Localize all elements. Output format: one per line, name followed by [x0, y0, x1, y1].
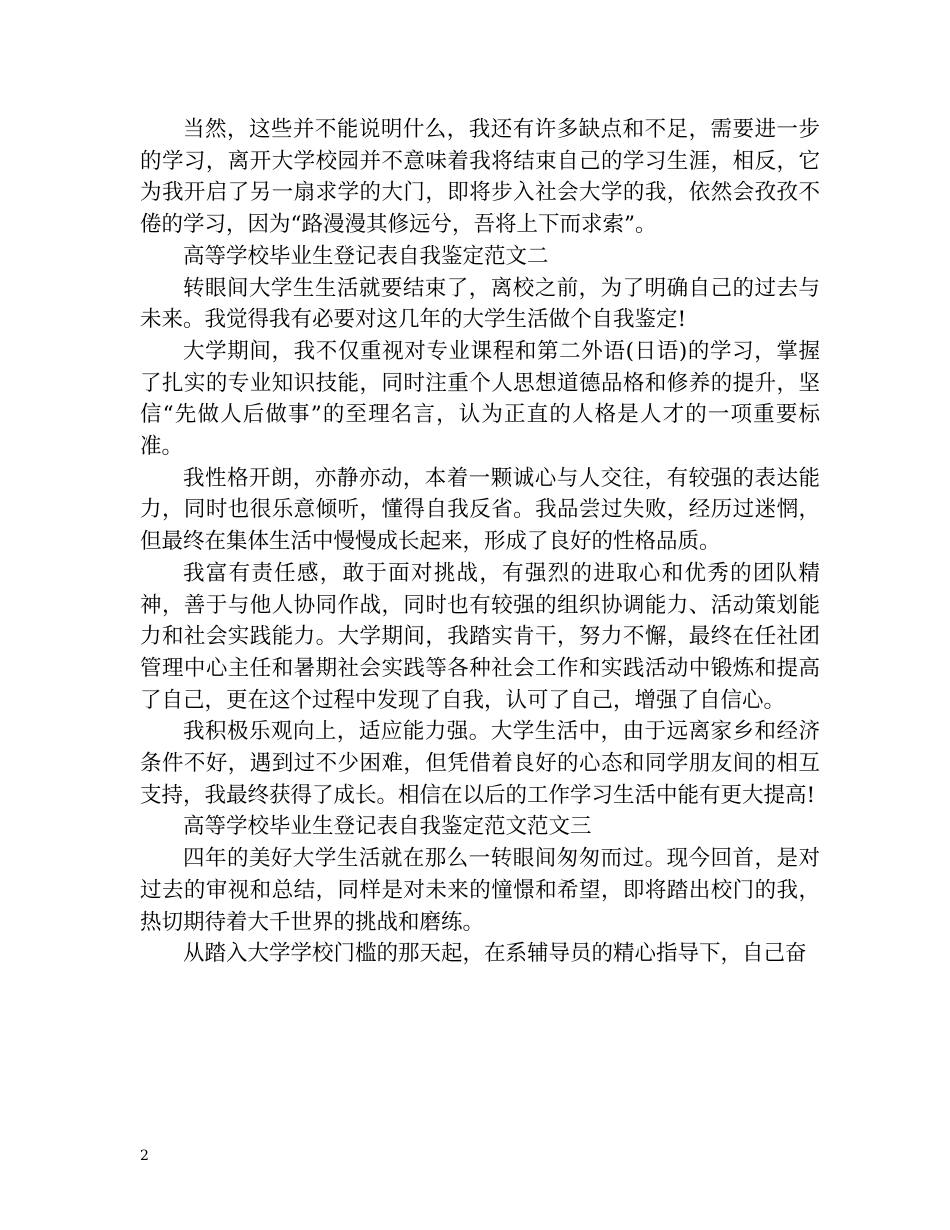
paragraph-beginning: 从踏入大学学校门槛的那天起，在系辅导员的精心指导下，自己奋: [183, 941, 807, 967]
section-heading-sample-three: 高等学校毕业生登记表自我鉴定范文范文三: [183, 814, 592, 840]
paragraph-intro-three: 四年的美好大学生活就在那么一转眼间匆匆而过。现今回首，是对过去的审视和总结，同样是对未来的憧憬和希望，即将踏出校门的我，热切期待着大千世界的挑战和磨练。: [140, 846, 820, 935]
document-body: [140, 114, 820, 970]
paragraph-intro-two: 转眼间大学生生活就要结束了，离校之前，为了明确自己的过去与未来。我觉得我有必要对这几年的大学生活做个自我鉴定!: [140, 275, 820, 333]
paragraph-closing-remarks: 当然，这些并不能说明什么，我还有许多缺点和不足，需要进一步的学习，离开大学校园并不意味着我将结束自己的学习生涯，相反，它为我开启了另一扇求学的大门，即将步入社会大学的我，依然会孜孜不倦的学习，因为“路漫漫其修远兮，吾将上下而求索”。: [140, 117, 820, 238]
section-heading-sample-two: 高等学校毕业生登记表自我鉴定范文二: [183, 243, 549, 269]
paragraph-study: 大学期间，我不仅重视对专业课程和第二外语(日语)的学习，掌握了扎实的专业知识技能，同时注重个人思想道德品格和修养的提升，坚信“先做人后做事”的至理名言，认为正直的人格是人才的一项重要标准。: [140, 338, 820, 460]
paragraph-optimism: 我积极乐观向上，适应能力强。大学生活中，由于远离家乡和经济条件不好，遇到过不少困难，但凭借着良好的心态和同学朋友间的相互支持，我最终获得了成长。相信在以后的工作学习生活中能有更大提高!: [140, 719, 820, 808]
paragraph-personality: 我性格开朗，亦静亦动，本着一颗诚心与人交往，有较强的表达能力，同时也很乐意倾听，懂得自我反省。我品尝过失败，经历过迷惘，但最终在集体生活中慢慢成长起来，形成了良好的性格品质。: [140, 465, 820, 555]
paragraph-responsibility: 我富有责任感，敢于面对挑战，有强烈的进取心和优秀的团队精神，善于与他人协同作战，同时也有较强的组织协调能力、活动策划能力和社会实践能力。大学期间，我踏实肯干，努力不懈，最终在任社团管理中心主任和暑期社会实践等各种社会工作和实践活动中锻炼和提高了自己，更在这个过程中发现了自我，认可了自己，增强了自信心。: [140, 560, 820, 713]
page-number: 2: [140, 1148, 149, 1164]
